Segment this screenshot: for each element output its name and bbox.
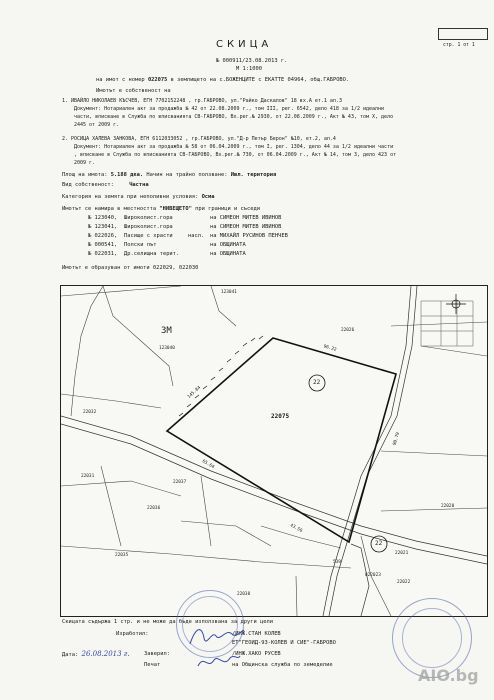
- subject-parcel-number: 22075: [271, 413, 290, 420]
- property-number: 022075: [147, 77, 168, 83]
- dimension-label: 43.56: [288, 523, 303, 534]
- owner-2-line-2: Документ: Нотариален акт за продажба № 58 от 06.04.2009 г., том I, рег. 1304, дело 44 за 1/2 идеални части: [74, 144, 394, 150]
- road-edge: [329, 286, 417, 616]
- zone-badge: 22: [313, 379, 321, 386]
- page-counter-box: [438, 28, 488, 48]
- document-title: СКИЦА: [216, 39, 273, 50]
- dimension-label: 65.64: [201, 459, 215, 471]
- formed-from-line: Имотът е образуван от имоти 022029, 022030: [62, 265, 199, 271]
- office-name: на Общинска служба по земеделие: [232, 662, 333, 668]
- parcel-label: 123040: [159, 346, 175, 351]
- ownership-value: Частна: [129, 182, 149, 188]
- signature-prepared: [186, 622, 246, 652]
- owner-2-line-3: , вписване в Служба по вписванията СВ-ГАБРОВО, Вх.рег.№ 730, от 06.04.2009 г., Акт № 14, том 3, дело 423 от: [74, 152, 397, 158]
- area-value: 5.188 дка.: [110, 172, 144, 178]
- sketch-validity-line: Скицата съдържа 1 стр. и не може да бъде използвана за други цели: [62, 619, 273, 625]
- parcel-boundary: [181, 521, 271, 546]
- approved-name: /ИНЖ.ХАКО РУСЕВ: [232, 651, 281, 657]
- parcel-boundary: [391, 322, 487, 326]
- road-edge: [351, 544, 369, 616]
- dimension-label: 90.79: [392, 432, 402, 447]
- parcel-boundary: [61, 394, 161, 408]
- north-arrow: [446, 294, 466, 314]
- document-number: № 000911/23.08.2013 г.: [216, 58, 288, 64]
- approved-label: Заверил:: [144, 651, 170, 657]
- zone-badge-2: 22: [375, 540, 383, 547]
- parcel-label: 22036: [147, 506, 161, 511]
- dimension-label: 145.84: [186, 385, 203, 400]
- parcel-boundary: [101, 466, 121, 546]
- date-value: 26.08.2013 г.: [81, 650, 130, 658]
- stamp-label: Печат: [144, 662, 161, 668]
- round-stamp-firm-inner: [402, 608, 462, 668]
- owner-1-line-2: Документ: Нотариален акт за продажба № 42 от 22.08.2009 г., том III, рег. 6542, дело 418 за 1/2 идеални: [74, 106, 385, 112]
- prepared-label: Изработил:: [116, 631, 149, 637]
- parcel-label: 22035: [115, 553, 129, 558]
- neighbors-heading: Имотът се намира в местността "НИВЕЩЕТО" при граници и съседи: [62, 206, 261, 212]
- owners-heading: Имотът е собственост на: [96, 88, 171, 94]
- sketch-page: стр. 1 от 1 СКИЦА № 000911/23.08.2013 г. М 1:1000 на имот с номер 022075 в землището на с.БОЖЕНЦИТЕ с ЕКАТТЕ 04964, общ.ГАБРОВО. Имотът е собственост на 1. ИВАЙЛО НИКОЛАЕВ КЪСЧЕВ, ЕГН 7702152248 , гр.ГАБРОВО, ул."Райко Даскалов" 18 вх.А ет.1 ап.3 Документ: Нотариален акт за продажба № 42 от 22.08.2009 г., том III, рег. 6542, дело 418 за 1/2 идеални части, вписване в Служба по вписванията СВ-ГАБРОВО, Вх.рег.№ 2930, от 22.08.2009 г., Акт № 43, том X, дело 2445 от 2009 г. 2. РОСИЦА ХАЛЕВА ЗАНКОВА, ЕГН 6112033052 , гр.ГАБРОВО, ул."Д-р Петър Берон" №10, ет.2, ап.4 Документ: Нотариален акт за продажба № 58 от 06.04.2009 г., том I, рег. 1304, дело 44 за 1/2 идеални части , вписване в Служба по вписванията СВ-ГАБРОВО, Вх.рег.№ 730, от 06.04.2009 г., Акт № 14, том 3, дело 423 от 2009 г. Площ на имота: 5.188 дка. Начин на трайно ползване: Ивл. територия Вид собственост: Частна Категория на земята при неполивни условия: Осма Имотът се намира в местността "НИВЕЩЕТО" при граници и съседи № 123040, Широколист.гора на СИМЕОН МИТЕВ ИВИНОВ № 123041, Широколист.гора на СИМЕОН МИТЕВ ИВИНОВ № 022026, Пасище с храсти насл. на МИХАЙЛ РУСИНОВ ПЕНЧЕВ № 000541, Полски път на ОБЩИНАТА № 022031, Др.селищна терит. на ОБЩИНАТА Имотът е образуван от имоти 022029, 022030 22075 22 22 ЗМ 123041 123040 22026 22032 22031 22037 22036 22035 22038 22020 22021 022023 22022 96.22 145.84 90.79 65.64 43.56 539 Скицата съдържа 1 стр. и не може да бъде използвана за други цели Изработил: /ИНЖ.СТАН КОЛЕВ ЕТ"ГЕОИД-93-КОЛЕВ И СИЕ"-ГАБРОВО Дата: 26.08.2013 г. Заверил: /ИНЖ.ХАКО РУСЕВ Печат на Общинска служба по земеделие AIO.bg: [0, 0, 494, 700]
- zone-label: ЗМ: [161, 326, 172, 336]
- date-row: Дата: 26.08.2013 г.: [62, 650, 130, 658]
- parcel-label: 22037: [173, 480, 187, 485]
- firm-name: ЕТ"ГЕОИД-93-КОЛЕВ И СИЕ"-ГАБРОВО: [232, 640, 336, 646]
- parcel-boundary: [381, 451, 487, 456]
- watermark-logo: AIO.bg: [418, 666, 479, 685]
- parcel-boundary: [296, 576, 297, 616]
- parcel-boundary: [71, 286, 103, 416]
- category-row: Категория на земята при неполивни условия: Осма: [62, 194, 215, 200]
- parcel-boundary: [61, 546, 351, 568]
- parcel-label: 123041: [221, 290, 237, 295]
- owner-2-line-4: 2009 г.: [74, 160, 96, 166]
- dimension-label: 96.22: [322, 344, 337, 353]
- locality-name: "НИВЕЩЕТО": [159, 206, 192, 212]
- prepared-name: /ИНЖ.СТАН КОЛЕВ: [232, 631, 281, 637]
- property-line: на имот с номер 022075 в землището на с.БОЖЕНЦИТЕ с ЕКАТТЕ 04964, общ.ГАБРОВО.: [96, 77, 350, 83]
- road-edge: [61, 424, 487, 564]
- owner-1-line-1: 1. ИВАЙЛО НИКОЛАЕВ КЪСЧЕВ, ЕГН 7702152248 , гр.ГАБРОВО, ул."Райко Даскалов" 18 вх.А ет.1 ап.3: [62, 98, 342, 104]
- road-edge: [61, 413, 487, 556]
- parcel-boundary: [421, 346, 487, 356]
- parcel-label: 22031: [81, 474, 95, 479]
- parcel-label: 22021: [395, 551, 409, 556]
- parcel-boundary: [61, 286, 181, 296]
- road-edge: [323, 286, 411, 616]
- owner-2-line-1: 2. РОСИЦА ХАЛЕВА ЗАНКОВА, ЕГН 6112033052 , гр.ГАБРОВО, ул."Д-р Петър Берон" №10, ет.2, ап.4: [62, 136, 336, 142]
- subject-parcel: [167, 338, 396, 542]
- parcel-label: 22038: [237, 592, 251, 597]
- ownership-row: Вид собственост: Частна: [62, 182, 149, 188]
- parcel-label: 22020: [441, 504, 455, 509]
- parcel-boundary: [381, 508, 487, 511]
- parcel-label: 22032: [83, 410, 97, 415]
- road-label: 539: [333, 560, 341, 565]
- parcel-label: 22022: [397, 580, 411, 585]
- category-value: Осма: [201, 194, 215, 200]
- parcel-boundary: [61, 481, 181, 496]
- owner-1-line-3: части, вписване в Служба по вписванията СВ-ГАБРОВО, Вх.рег.№ 2930, от 22.08.2009 г., Акт № 43, том X, дело: [74, 114, 394, 120]
- owner-1-line-4: 2445 от 2009 г.: [74, 122, 120, 128]
- document-scale: М 1:1000: [236, 66, 262, 72]
- parcel-boundary: [103, 286, 173, 386]
- area-row: Площ на имота: 5.188 дка. Начин на трайно ползване: Ивл. територия: [62, 172, 277, 178]
- parcel-boundary: [201, 476, 211, 546]
- signature-approved: [196, 650, 242, 672]
- parcel-label: 22026: [341, 328, 355, 333]
- boundary-ticks: [179, 336, 263, 416]
- cadastral-map: [60, 285, 488, 617]
- map-drawing: [61, 286, 487, 616]
- page-counter: стр. 1 от 1: [443, 43, 475, 48]
- use-value: Ивл. територия: [230, 172, 277, 178]
- parcel-label: 022023: [365, 573, 381, 578]
